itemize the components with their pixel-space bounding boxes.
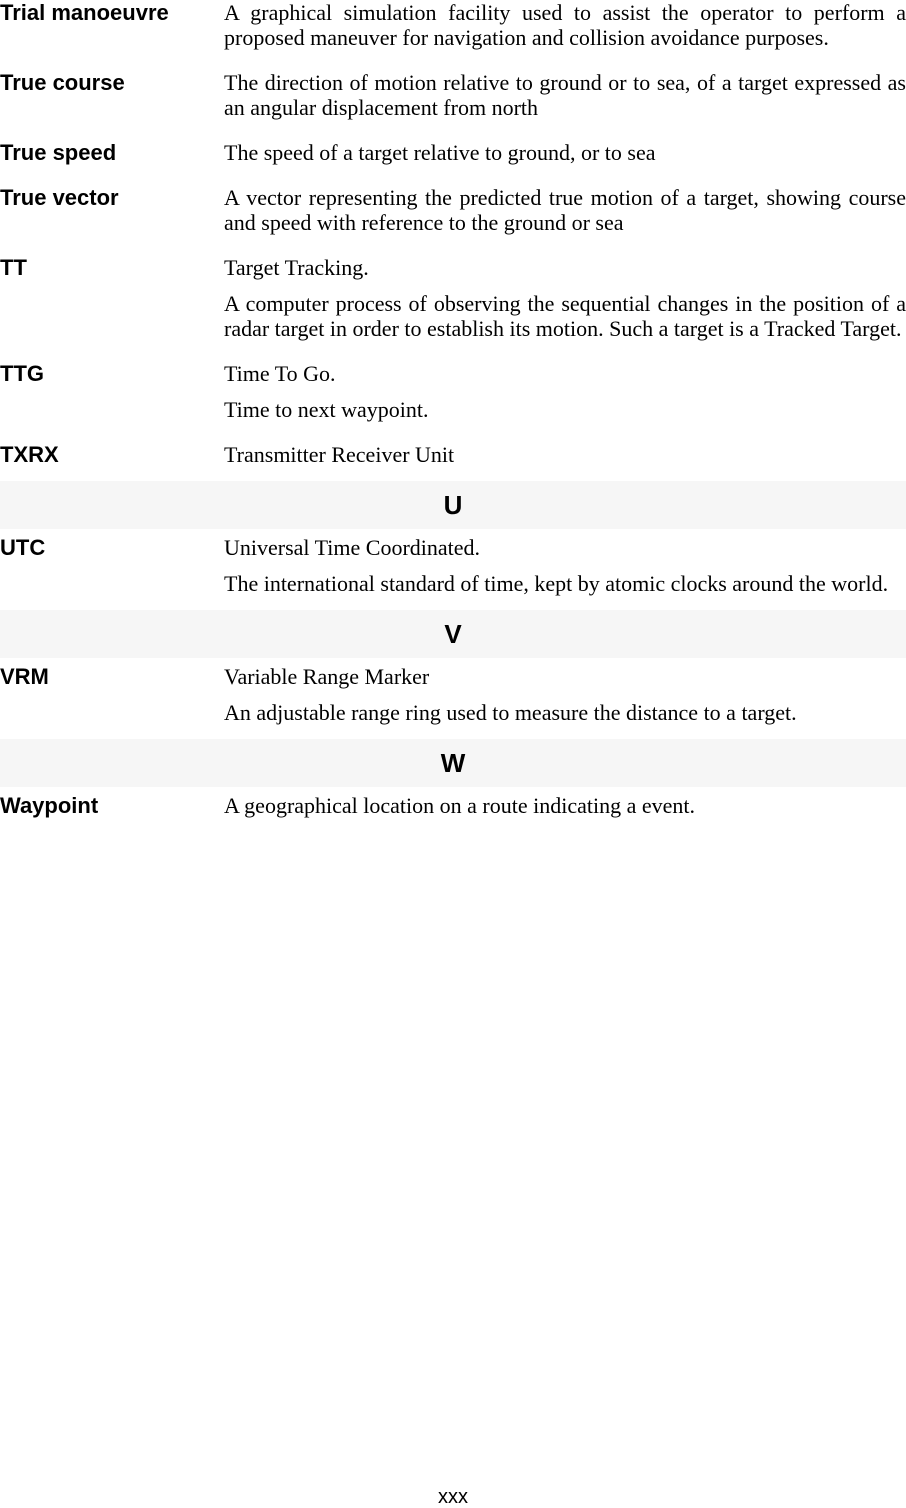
glossary-definitions bbox=[224, 70, 906, 120]
glossary-definitions bbox=[224, 255, 906, 341]
glossary-definitions bbox=[224, 793, 906, 818]
glossary-term: True vector bbox=[0, 185, 119, 210]
glossary-term: Waypoint bbox=[0, 793, 99, 818]
glossary-definitions bbox=[224, 361, 906, 422]
glossary-entry-true-speed bbox=[0, 140, 906, 165]
glossary-definitions bbox=[224, 535, 906, 596]
glossary-definitions bbox=[224, 664, 906, 725]
glossary-definition: Time to next waypoint. bbox=[224, 397, 429, 422]
glossary-entry-ttg bbox=[0, 361, 906, 422]
glossary-term: TTG bbox=[0, 361, 44, 386]
glossary-entry-waypoint bbox=[0, 793, 906, 818]
glossary-definition: A geographical location on a route indicating a event. bbox=[224, 793, 696, 818]
glossary-definition: Universal Time Coordinated. bbox=[224, 535, 481, 560]
glossary-definition: The direction of motion relative to ground or to sea, of a target expressed as an angular displacement from north bbox=[224, 70, 906, 120]
glossary-definitions bbox=[224, 185, 906, 235]
glossary-entry-txrx bbox=[0, 442, 906, 467]
section-heading-u: U bbox=[0, 481, 906, 529]
glossary-term: VRM bbox=[0, 664, 49, 689]
glossary-definition: Variable Range Marker bbox=[224, 664, 430, 689]
glossary-definitions bbox=[224, 0, 906, 50]
glossary-definition: A graphical simulation facility used to assist the operator to perform a proposed maneuver for navigation and collision avoidance purposes. bbox=[224, 0, 906, 50]
section-heading-v: V bbox=[0, 610, 906, 658]
glossary-definitions bbox=[224, 140, 906, 165]
glossary-entry-trial-manoeuvre bbox=[0, 0, 906, 50]
glossary-entry-utc bbox=[0, 535, 906, 596]
glossary-definition: The speed of a target relative to ground, or to sea bbox=[224, 140, 656, 165]
glossary-term: UTC bbox=[0, 535, 46, 560]
glossary-term: TXRX bbox=[0, 442, 59, 467]
glossary-definitions bbox=[224, 442, 906, 467]
glossary-definition: Transmitter Receiver Unit bbox=[224, 442, 455, 467]
glossary-entry-true-vector bbox=[0, 185, 906, 235]
glossary-definition: A vector representing the predicted true motion of a target, showing course and speed with reference to the ground or sea bbox=[224, 185, 906, 235]
glossary-entry-tt bbox=[0, 255, 906, 341]
glossary-term: True course bbox=[0, 70, 125, 95]
section-heading-w: W bbox=[0, 739, 906, 787]
glossary-entry-vrm bbox=[0, 664, 906, 725]
glossary-definition: An adjustable range ring used to measure the distance to a target. bbox=[224, 700, 797, 725]
glossary-definition: The international standard of time, kept by atomic clocks around the world. bbox=[224, 571, 889, 596]
glossary-definition: A computer process of observing the sequential changes in the position of a radar target in order to establish its motion. Such a target is a Tracked Target. bbox=[224, 291, 906, 341]
glossary-definition: Target Tracking. bbox=[224, 255, 369, 280]
page-number: xxx bbox=[438, 1486, 468, 1508]
glossary-term: TT bbox=[0, 255, 27, 280]
glossary-definition: Time To Go. bbox=[224, 361, 336, 386]
glossary-term: True speed bbox=[0, 140, 117, 165]
glossary-term: Trial manoeuvre bbox=[0, 0, 169, 25]
glossary-entry-true-course bbox=[0, 70, 906, 120]
